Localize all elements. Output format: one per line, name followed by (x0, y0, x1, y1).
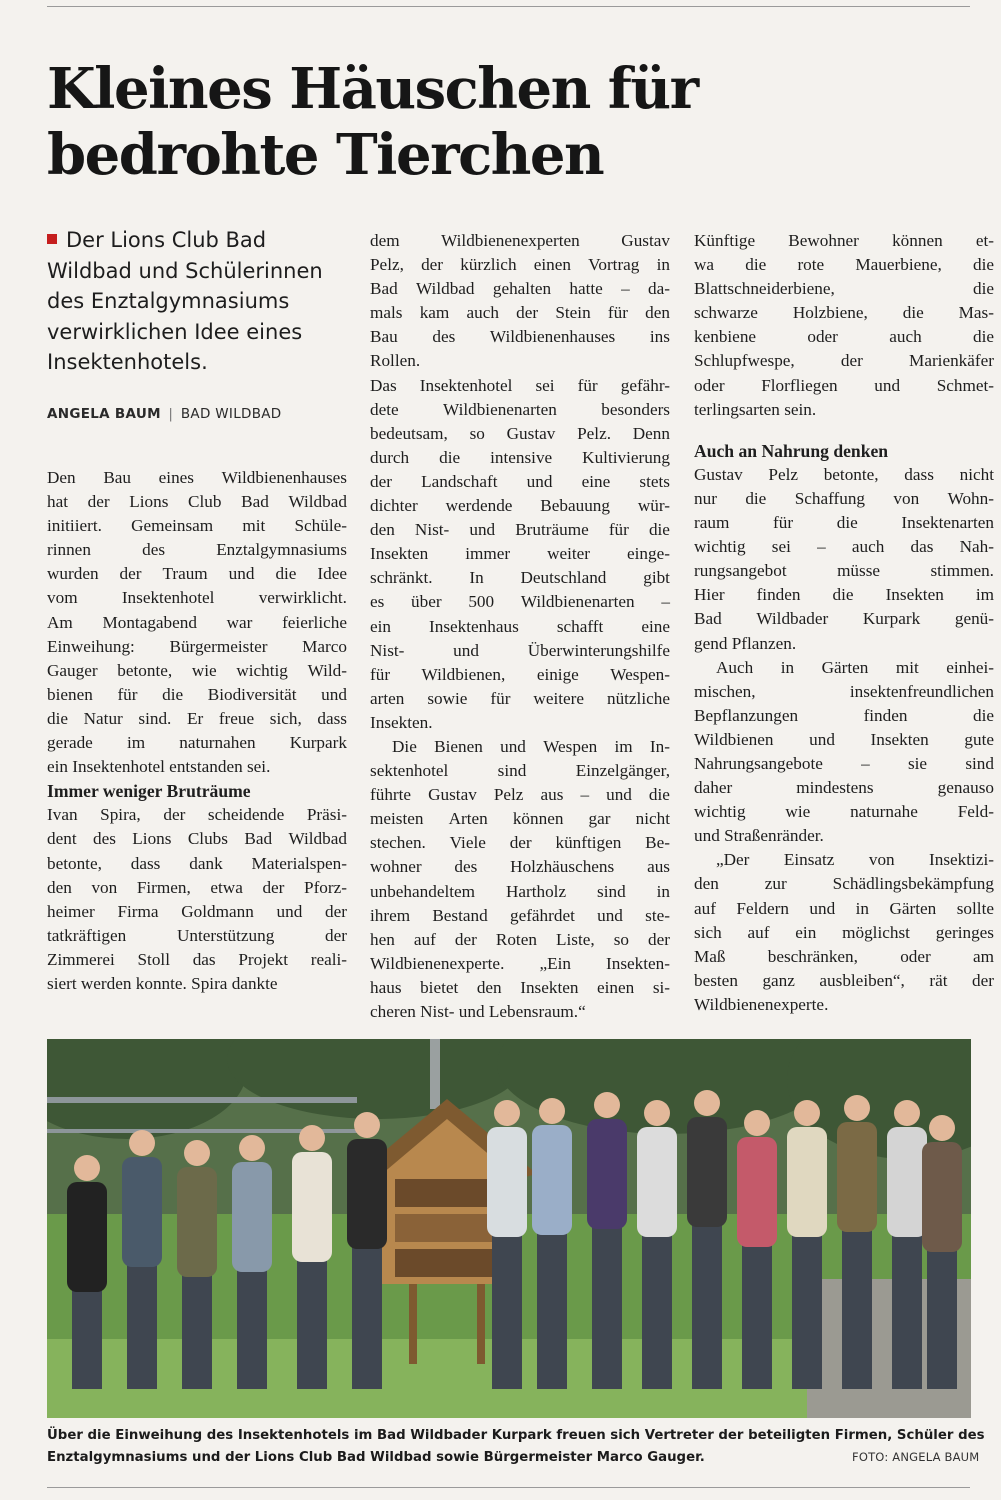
text-line: Wildbienen und Insekten gute (694, 729, 994, 749)
person-head (594, 1092, 620, 1118)
text-line: Nahrungsangebote – sie sind (694, 753, 994, 773)
byline-location: BAD WILDBAD (180, 406, 282, 422)
text-line: Pelz, der kürzlich einen Vortrag in (370, 255, 670, 275)
person-body (687, 1117, 727, 1227)
person-legs (742, 1244, 772, 1389)
person-head (184, 1140, 210, 1166)
teaser-line: Wildbad und Schülerinnen (47, 258, 323, 283)
article-paragraph (370, 735, 670, 1024)
text-line: „Der Einsatz von Insektizi- (716, 850, 994, 870)
text-line: Hier finden die Insekten im (694, 585, 994, 605)
text-line: durch die intensive Kultivierung (370, 447, 670, 467)
text-line: heimer Firma Goldmann und der (47, 901, 347, 921)
text-line: arten sowie für weitere nützliche (370, 688, 670, 708)
person-head (74, 1155, 100, 1181)
person-head (744, 1110, 770, 1136)
person-legs (642, 1234, 672, 1389)
text-line: rinnen des Enztalgymnasiums (47, 540, 347, 560)
text-line: Nist- und Überwinterungshilfe (370, 640, 670, 660)
article-photo (47, 1039, 971, 1418)
text-line: wichtig wie naturnahe Feld- (694, 802, 994, 822)
text-line: dem Wildbienenexperten Gustav (370, 231, 670, 250)
person-head (354, 1112, 380, 1138)
byline-author: ANGELA BAUM (47, 406, 161, 422)
person-legs (182, 1274, 212, 1389)
text-line: auf Feldern und in Gärten sollte (694, 898, 994, 918)
headline-line: Kleines Häuschen für (47, 56, 698, 122)
text-line: Zimmerei Stoll das Projekt reali- (47, 949, 347, 969)
text-line: schwarze Holzbiene, die Mas- (694, 303, 994, 323)
person-body (232, 1162, 272, 1272)
text-line: Wildbienenexperte. „Ein Insekten- (370, 953, 670, 973)
teaser-line: Insektenhotels. (47, 350, 208, 374)
text-line: dete Wildbienenarten besonders (370, 399, 670, 419)
person-body (532, 1125, 572, 1235)
text-line: ein Insektenhotel entstanden sei. (47, 757, 271, 777)
person-legs (352, 1246, 382, 1389)
text-line: Einweihung: Bürgermeister Marco (47, 636, 347, 656)
text-line: initiiert. Gemeinsam mit Schüle- (47, 516, 347, 536)
text-line: terlingsarten sein. (694, 399, 817, 419)
article-paragraph (694, 656, 994, 849)
text-line: tatkräftigen Unterstützung der (47, 925, 347, 945)
text-line: Rollen. (370, 351, 421, 371)
text-line: Das Insektenhotel sei für gefähr- (370, 375, 670, 395)
photo-illustration (47, 1039, 971, 1418)
person-body (787, 1127, 827, 1237)
person-body (837, 1122, 877, 1232)
text-line: vom Insektenhotel verwirklicht. (47, 588, 347, 608)
insect-hotel-compartment (395, 1249, 499, 1277)
text-line: schränkt. In Deutschland gibt (370, 568, 670, 588)
headline-line: bedrohte Tierchen (47, 122, 604, 188)
person-legs (692, 1224, 722, 1389)
byline-separator: | (168, 406, 174, 422)
text-line: cheren Nist- und Lebensraum.“ (370, 1002, 586, 1021)
text-line: Blattschneiderbiene, die (694, 279, 994, 299)
text-line: Schlupfwespe, der Marienkäfer (694, 351, 994, 371)
text-line: wurden der Traum und die Idee (47, 564, 347, 584)
text-line: wa die rote Mauerbiene, die (694, 255, 994, 275)
text-line: betonte, dass dank Materialspen- (47, 853, 347, 873)
person-body (487, 1127, 527, 1237)
article-paragraph (370, 229, 670, 374)
text-line: wichtig sei – auch das Nah- (694, 537, 994, 557)
text-line: ihrem Bestand gefährdet und ste- (370, 905, 670, 925)
text-line: den von Firmen, etwa der Pforz- (47, 877, 347, 897)
text-line: stechen. Viele der künftigen Be- (370, 833, 670, 853)
article-paragraph (694, 463, 994, 656)
text-line: Gustav Pelz betonte, dass nicht (694, 464, 994, 484)
person-head (299, 1125, 325, 1151)
person-head (894, 1100, 920, 1126)
article-paragraph (694, 848, 994, 1017)
caption-line: Enztalgymnasiums und der Lions Club Bad Wildbad sowie Bürgermeister Marco Gauger. (47, 1450, 705, 1465)
article-column-2 (370, 229, 670, 1024)
text-line: Künftige Bewohner können et- (694, 231, 994, 250)
text-line: sich auf ein möglichst geringes (694, 922, 994, 942)
text-line: den Nist- und Bruträume für die (370, 520, 670, 540)
red-square-bullet-icon (47, 234, 57, 244)
text-line: hen auf der Roten Liste, so der (370, 929, 670, 949)
text-line: nur die Schaffung von Wohn- (694, 488, 994, 508)
article-paragraph (370, 374, 670, 735)
caption-line: Über die Einweihung des Insektenhotels im Bad Wildbader Kurpark freuen sich Vertreter der beteiligten Firmen, Schüler des (47, 1428, 985, 1443)
byline (47, 406, 282, 422)
bottom-rule (47, 1487, 970, 1488)
teaser-line: Der Lions Club Bad (47, 225, 357, 256)
article-column-3 (694, 229, 994, 1017)
person-legs (592, 1226, 622, 1389)
insect-hotel-compartment (395, 1179, 499, 1207)
text-line: gerade im naturnahen Kurpark (47, 733, 347, 753)
person-legs (892, 1234, 922, 1389)
text-line: Insekten immer weiter einge- (370, 544, 670, 564)
text-line: mals kam auch der Stein für den (370, 303, 670, 323)
text-line: die Natur sind. Er freue sich, dass (47, 708, 347, 728)
text-line: es über 500 Wildbienenarten – (370, 592, 670, 612)
text-line: wohner des Holzhäuschens aus (370, 857, 670, 877)
person-head (844, 1095, 870, 1121)
text-line: Den Bau eines Wildbienenhauses (47, 468, 347, 487)
insect-hotel-compartment (395, 1214, 499, 1242)
person-legs (792, 1234, 822, 1389)
headline (47, 56, 698, 188)
person-body (637, 1127, 677, 1237)
person-body (737, 1137, 777, 1247)
person-body (67, 1182, 107, 1292)
person-body (177, 1167, 217, 1277)
text-line: raum für die Insektenarten (694, 513, 994, 533)
text-line: Bau des Wildbienenhauses ins (370, 327, 670, 347)
text-line: Bad Wildbader Kurpark genü- (694, 609, 994, 629)
person-legs (297, 1259, 327, 1389)
text-line: Ivan Spira, der scheidende Präsi- (47, 805, 347, 825)
text-line: besten ganz ausbleiben“, rät der (694, 970, 994, 990)
article-paragraph (694, 229, 994, 422)
article-paragraph (47, 803, 347, 996)
teaser (47, 225, 357, 378)
text-line: daher mindestens genauso (694, 778, 994, 798)
text-line: siert werden konnte. Spira dankte (47, 973, 278, 993)
person-head (239, 1135, 265, 1161)
person-legs (492, 1234, 522, 1389)
article-column-1 (47, 466, 347, 996)
text-line: meisten Arten können gar nicht (370, 809, 670, 829)
text-line: bienen für die Biodiversität und (47, 684, 347, 704)
subheading: Immer weniger Bruträume (47, 781, 251, 802)
teaser-line: des Enztalgymnasiums (47, 289, 290, 313)
person-legs (72, 1289, 102, 1389)
person-body (292, 1152, 332, 1262)
text-line: Gauger betonte, wie wichtig Wild- (47, 660, 347, 680)
person-legs (842, 1229, 872, 1389)
person-head (129, 1130, 155, 1156)
person-legs (927, 1249, 957, 1389)
top-rule (47, 6, 970, 7)
photo-caption (47, 1425, 985, 1469)
person-body (347, 1139, 387, 1249)
person-legs (237, 1269, 267, 1389)
text-line: sektenhotel sind Einzelgänger, (370, 761, 670, 781)
text-line: der Landschaft und eine stets (370, 471, 670, 491)
person-body (122, 1157, 162, 1267)
text-line: haus bietet den Insekten einen si- (370, 977, 670, 997)
text-line: unbehandeltem Hartholz sind in (370, 881, 670, 901)
text-line: Insekten. (370, 712, 433, 732)
text-line: führte Gustav Pelz aus – und die (370, 785, 670, 805)
text-line: Auch in Gärten mit einhei- (716, 657, 994, 677)
text-line: gend Pflanzen. (694, 633, 797, 653)
teaser-line: verwirklichen Idee eines (47, 319, 303, 344)
person-head (644, 1100, 670, 1126)
text-line: dent des Lions Clubs Bad Wildbad (47, 829, 347, 849)
text-line: ein Insektenhaus schafft eine (370, 616, 670, 636)
text-line: rungsangebot müsse stimmen. (694, 561, 994, 581)
person-head (694, 1090, 720, 1116)
text-line: hat der Lions Club Bad Wildbad (47, 492, 347, 512)
person-head (494, 1100, 520, 1126)
person-legs (537, 1232, 567, 1389)
text-line: oder Florfliegen und Schmet- (694, 375, 994, 395)
text-line: und Straßenränder. (694, 826, 824, 846)
text-line: mischen, insektenfreundlichen (694, 681, 994, 701)
person-body (587, 1119, 627, 1229)
article-paragraph (47, 466, 347, 779)
text-line: kenbiene oder auch die (694, 327, 994, 347)
text-line: dichter werdende Bebauung wür- (370, 496, 670, 516)
subheading: Auch an Nahrung denken (694, 440, 889, 461)
text-line: Bepflanzungen finden die (694, 705, 994, 725)
text-line: Maß beschränken, oder am (694, 946, 994, 966)
text-line: den zur Schädlingsbekämpfung (694, 874, 994, 894)
insect-hotel-pole (430, 1039, 440, 1109)
person-legs (127, 1264, 157, 1389)
text-line: für Wildbienen, einige Wespen- (370, 664, 670, 684)
photo-credit: FOTO: ANGELA BAUM (852, 1450, 980, 1464)
person-head (929, 1115, 955, 1141)
person-head (794, 1100, 820, 1126)
person-head (539, 1098, 565, 1124)
person-body (887, 1127, 927, 1237)
text-line: Die Bienen und Wespen im In- (392, 736, 670, 756)
photo-bridge-rail (47, 1097, 357, 1103)
text-line: bedeutsam, so Gustav Pelz. Denn (370, 423, 670, 443)
text-line: Bad Wildbad gehalten hatte – da- (370, 279, 670, 299)
person-body (922, 1142, 962, 1252)
text-line: Am Montagabend war feierliche (47, 612, 347, 632)
text-line: Wildbienenexperte. (694, 994, 829, 1014)
